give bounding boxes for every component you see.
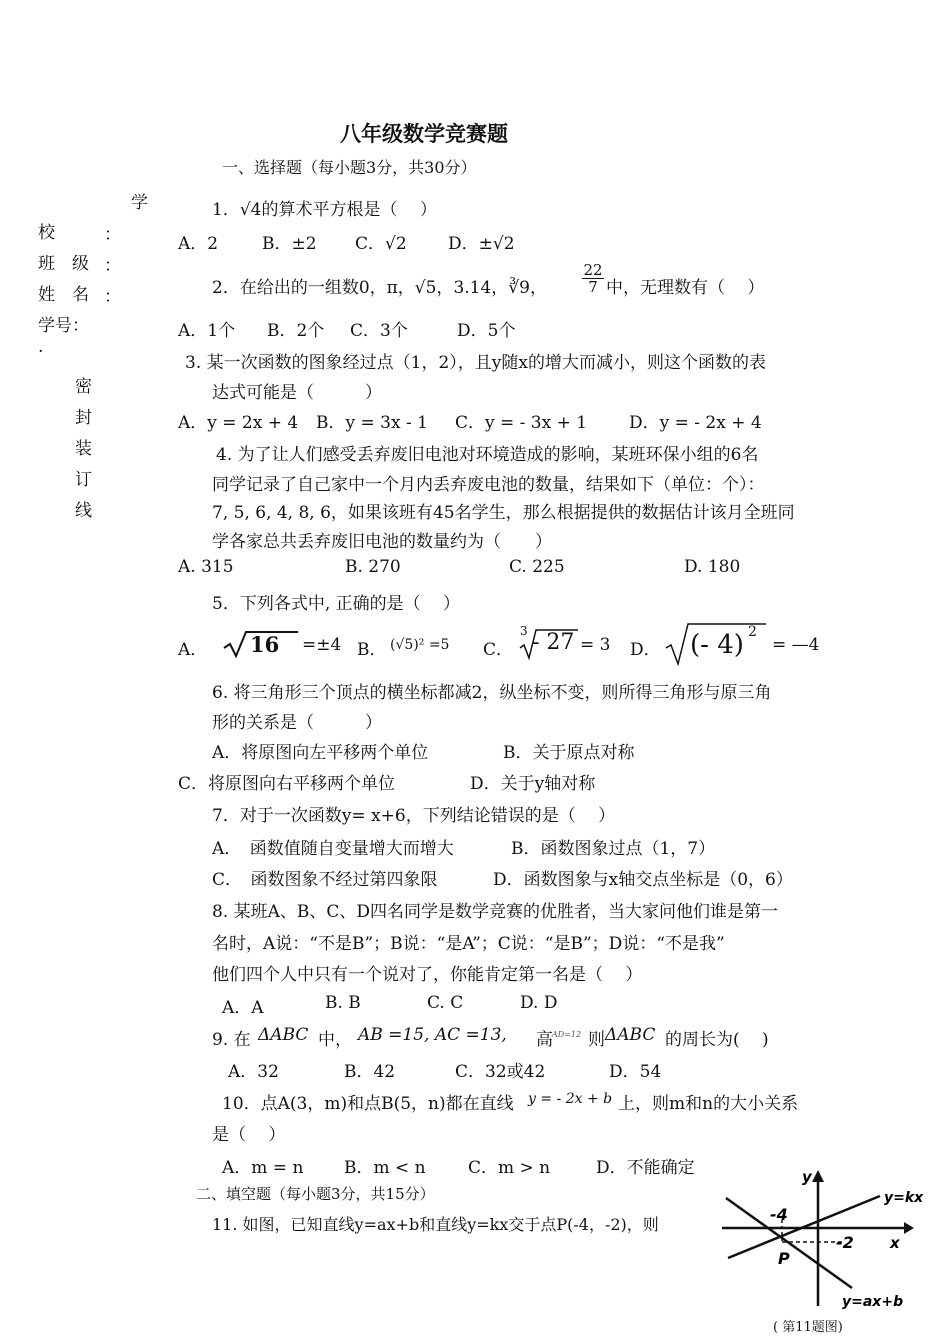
q11-figure [720,1160,930,1310]
q1-option-c: C．√2 [355,234,407,254]
q10-option-a: A．m = n [222,1158,304,1178]
tick-label-neg2: -2 [836,1233,854,1252]
question-4-line-4: 学各家总共丢弃废旧电池的数量约为（ ） [212,532,552,552]
tick-label-neg4: -4 [770,1205,788,1224]
q5-c-root-index: 3 [520,624,528,638]
line-ax-plus-b [726,1198,852,1288]
question-10-stem: 10．点A(3，m)和点B(5，n)都在直线 [222,1094,514,1114]
q9-text: 的周长为( ) [665,1030,769,1050]
q8-option-c: C. C [427,993,464,1013]
question-2-stem: 2．在给出的一组数0，π，√5，3.14，∛9， [212,278,547,298]
q9-option-c: C．32或42 [455,1062,546,1082]
q9-text: 中， [318,1030,352,1050]
section-heading-1: 一、选择题（每小题3分，共30分） [222,158,477,177]
x-axis-label: x [890,1234,900,1252]
sidebar-id-label: 学号： [38,316,89,336]
q9-text: 则 [588,1030,605,1050]
line-ax-plus-b-label: y=ax+b [842,1294,904,1310]
y-axis-label: y [802,1168,812,1186]
q7-option-c: C． 函数图象不经过第四象限 [212,870,438,890]
q5-option-d-label: D． [630,640,661,660]
q1-option-a: A．2 [178,234,219,254]
q2-option-a: A．1个 [178,321,236,341]
q3-option-c: C．y = - 3x + 1 [455,413,588,433]
figure-caption: ( 第11题图) [773,1320,843,1335]
point-p-label: P [778,1249,790,1268]
q2-option-d: D．5个 [457,321,516,341]
question-2-stem-tail: 中，无理数有（ ） [606,278,765,298]
q9-option-b: B．42 [344,1062,396,1082]
q4-option-b: B. 270 [345,557,401,577]
sidebar-colon: ： [104,256,121,276]
q5-c-radicand: - 27 [532,630,575,655]
question-10-stem-tail: 上，则m和n的大小关系 [618,1094,799,1114]
fraction-numerator: 22 [583,261,603,279]
q4-option-c: C. 225 [509,557,565,577]
sidebar-class-label: 班 级 [38,254,89,274]
question-5-stem: 5．下列各式中, 正确的是（ ） [212,594,461,614]
q6-option-c: C．将原图向右平移两个单位 [178,774,396,794]
question-8-line-2: 名时，A说：“不是B”；B说：“是A”；C说：“是B”；D说：“不是我” [212,934,725,954]
question-4-line-1: 4. 为了让人们感受丢弃废旧电池对环境造成的影响，某班环保小组的6名 [216,445,759,465]
q5-b-expression: (√5)² =5 [390,637,450,653]
section-heading-2: 二、填空题（每小题3分，共15分） [196,1185,435,1203]
q7-option-d: D．函数图象与x轴交点坐标是（0，6） [493,870,793,890]
question-6-line-2: 形的关系是（ ） [212,713,382,733]
q5-option-b-label: B． [357,640,387,660]
question-8-line-3: 他们四个人中只有一个说对了，你能肯定第一名是（ ） [212,965,643,985]
fraction-denominator: 7 [588,278,598,296]
y-axis-arrow-icon [812,1170,824,1182]
question-11-stem: 11. 如图，已知直线y=ax+b和直线y=kx交于点P(-4，-2)，则 [212,1215,659,1234]
question-1-stem: 1．√4的算术平方根是（ ） [212,200,437,220]
q9-given: AB =15, AC =13, [358,1025,507,1045]
seal-char: 密 [75,377,92,397]
sidebar-school-char: 学 [131,193,148,213]
q2-fraction [582,262,604,295]
q5-d-exponent: 2 [748,624,757,640]
question-3-line-1: 3. 某一次函数的图象经过点（1，2），且y随x的增大而减小，则这个函数的表 [185,353,766,373]
q8-option-b: B. B [325,993,361,1013]
q5-c-result: = 3 [580,635,611,655]
q9-text: 高 [536,1030,553,1050]
sidebar-colon: ： [104,287,121,307]
question-6-line-1: 6. 将三角形三个顶点的横坐标都减2，纵坐标不变，则所得三角形与原三角 [212,683,772,703]
q10-option-c: C．m > n [468,1158,551,1178]
q2-option-b: B．2个 [267,321,325,341]
question-4-line-2: 同学记录了自己家中一个月内丢弃废电池的数量，结果如下（单位：个）： [212,475,765,495]
sidebar-name-label: 姓 名 [38,285,89,305]
line-kx-label: y=kx [884,1190,924,1206]
seal-char: 订 [75,470,92,490]
question-4-line-3: 7, 5, 6, 4, 8, 6，如果该班有45名学生，那么根据提供的数据估计该月全班同 [212,503,795,523]
q1-option-d: D．±√2 [448,234,515,254]
q4-option-d: D. 180 [684,557,741,577]
sidebar-school-label: 校 [38,223,55,243]
q10-option-b: B．m < n [344,1158,426,1178]
q5-d-result: = —4 [772,635,820,655]
question-9-stem: 9. 在 [212,1030,251,1050]
question-8-line-1: 8. 某班A、B、C、D四名同学是数学竞赛的优胜者，当大家问他们谁是第一 [212,902,779,922]
q2-option-c: C．3个 [350,321,408,341]
q4-option-a: A. 315 [178,557,234,577]
q5-option-a-label: A． [178,640,208,660]
q5-d-radicand: (- 4) [690,630,744,660]
seal-char: 封 [75,408,92,428]
page-title: 八年级数学竞赛题 [340,121,508,146]
q8-option-d: D. D [520,993,558,1013]
q6-option-a: A．将原图向左平移两个单位 [212,743,429,763]
q7-option-b: B．函数图象过点（1，7） [511,839,716,859]
q3-option-b: B．y = 3x - 1 [316,413,428,433]
q3-option-d: D．y = - 2x + 4 [629,413,762,433]
q8-option-a: A．A [222,998,264,1018]
q5-a-result: =±4 [302,635,342,655]
q7-option-a: A． 函数值随自变量增大而增大 [212,839,454,859]
q6-option-b: B．关于原点对称 [503,743,635,763]
q9-option-a: A．32 [228,1062,279,1082]
question-7-stem: 7．对于一次函数y= x+6，下列结论错误的是（ ） [212,806,616,826]
q1-option-b: B．±2 [262,234,317,254]
q9-option-d: D．54 [609,1062,662,1082]
seal-char: 线 [75,501,92,521]
q10-option-d: D．不能确定 [596,1158,695,1178]
q3-option-a: A．y = 2x + 4 [178,413,299,433]
q6-option-d: D．关于y轴对称 [470,774,596,794]
q5-a-radicand: 16 [250,632,280,657]
q9-altitude: AD=12 [552,1030,582,1039]
sidebar-dot: . [38,337,44,357]
q9-triangle: ΔABC [605,1025,656,1045]
x-axis-arrow-icon [904,1222,914,1234]
question-10-line-2: 是（ ） [212,1125,286,1145]
sidebar-colon: ： [104,225,121,245]
q9-triangle: ΔABC [258,1025,309,1045]
q10-line-equation: y = - 2x + b [528,1091,613,1107]
question-3-line-2: 达式可能是（ ） [212,383,382,403]
q5-option-c-label: C． [483,640,514,660]
seal-char: 装 [75,439,92,459]
